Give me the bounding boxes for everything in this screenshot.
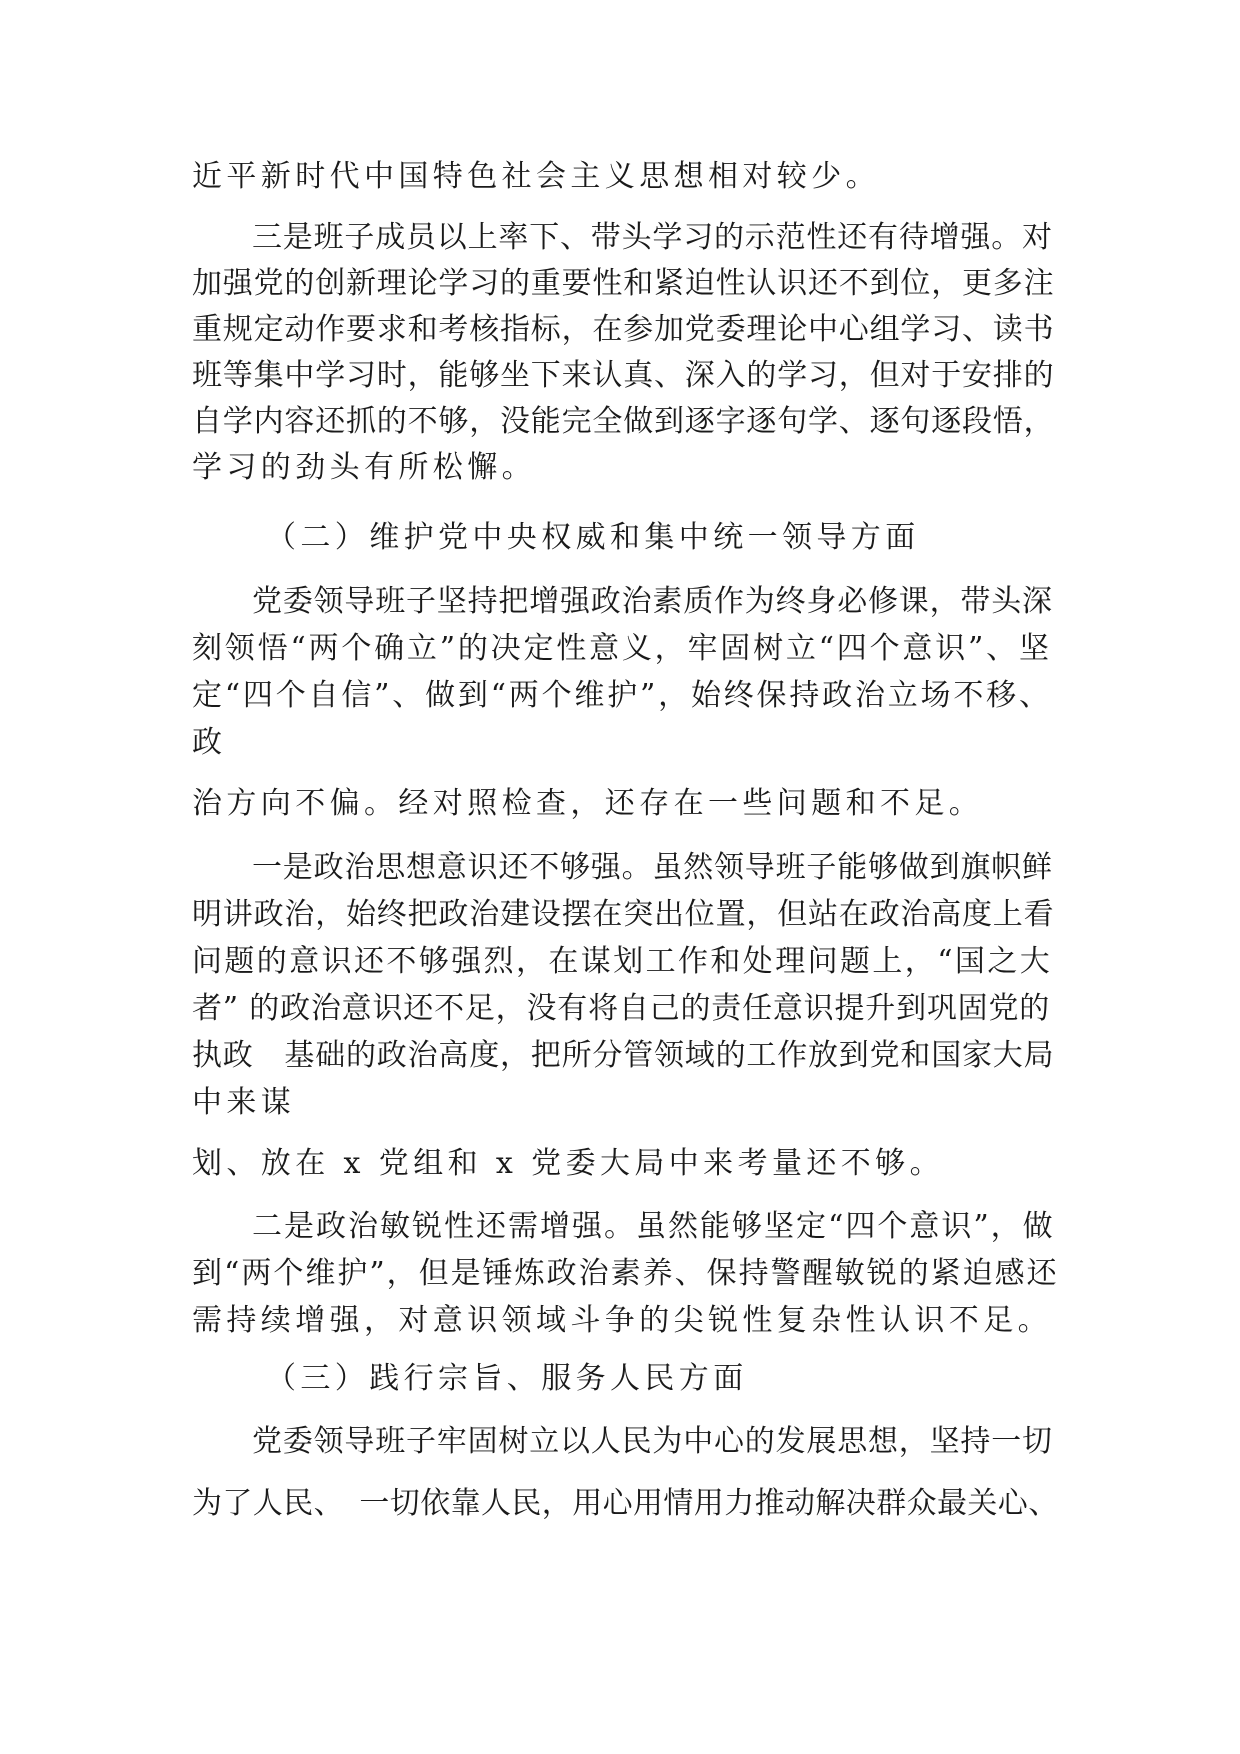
paragraph-line: 一是政治思想意识还不够强。虽然领导班子能够做到旗帜鲜	[252, 850, 1053, 885]
paragraph-line: 问题的意识还不够强烈，在谋划工作和处理问题上，“国之大	[192, 944, 1053, 979]
section-heading: （三）践行宗旨、服务人民方面	[266, 1361, 748, 1396]
paragraph-line: 定“四个自信”、做到“两个维护”，始终保持政治立场不移、	[192, 678, 1052, 713]
paragraph-line: 三是班子成员以上率下、带头学习的示范性还有待增强。对	[252, 220, 1053, 255]
paragraph-line: 政	[192, 725, 227, 760]
paragraph-line: 明讲政治，始终把政治建设摆在突出位置，但站在政治高度上看	[192, 897, 1055, 932]
paragraph-line: 中来谋	[192, 1085, 296, 1120]
paragraph-line: 者” 的政治意识还不足，没有将自己的责任意识提升到巩固党的	[192, 991, 1051, 1026]
paragraph-line: 自学内容还抓的不够，没能完全做到逐字逐句学、逐句逐段悟，	[192, 404, 1055, 439]
paragraph-line: 二是政治敏锐性还需增强。虽然能够坚定“四个意识”，做	[252, 1209, 1055, 1244]
paragraph-line: 党委领导班子坚持把增强政治素质作为终身必修课，带头深	[252, 584, 1053, 619]
paragraph-line: 重规定动作要求和考核指标，在参加党委理论中心组学习、读书	[192, 312, 1055, 347]
paragraph-line: 党委领导班子牢固树立以人民为中心的发展思想，坚持一切	[252, 1424, 1053, 1459]
paragraph-line: 治方向不偏。经对照检查，还存在一些问题和不足。	[192, 786, 984, 821]
paragraph-line: 刻领悟“两个确立”的决定性意义，牢固树立“四个意识”、坚	[192, 631, 1052, 666]
paragraph-line: 执政 基础的政治高度，把所分管领域的工作放到党和国家大局	[192, 1038, 1055, 1073]
paragraph-line: 到“两个维护”，但是锤炼政治素养、保持警醒敏锐的紧迫感还	[192, 1256, 1059, 1291]
paragraph-line: 加强党的创新理论学习的重要性和紧迫性认识还不到位，更多注	[192, 266, 1055, 301]
paragraph-line: 近平新时代中国特色社会主义思想相对较少。	[192, 159, 880, 194]
paragraph-line: 划、放在 x 党组和 x 党委大局中来考量还不够。	[192, 1146, 944, 1181]
paragraph-line: 学习的劲头有所松懈。	[192, 450, 536, 485]
paragraph-line: 为了人民、 一切依靠人民，用心用情用力推动解决群众最关心、	[192, 1486, 1059, 1521]
paragraph-line: 需持续增强，对意识领域斗争的尖锐性复杂性认识不足。	[192, 1303, 1052, 1338]
paragraph-line: 班等集中学习时，能够坐下来认真、深入的学习，但对于安排的	[192, 358, 1055, 393]
section-heading: （二）维护党中央权威和集中统一领导方面	[266, 520, 920, 555]
